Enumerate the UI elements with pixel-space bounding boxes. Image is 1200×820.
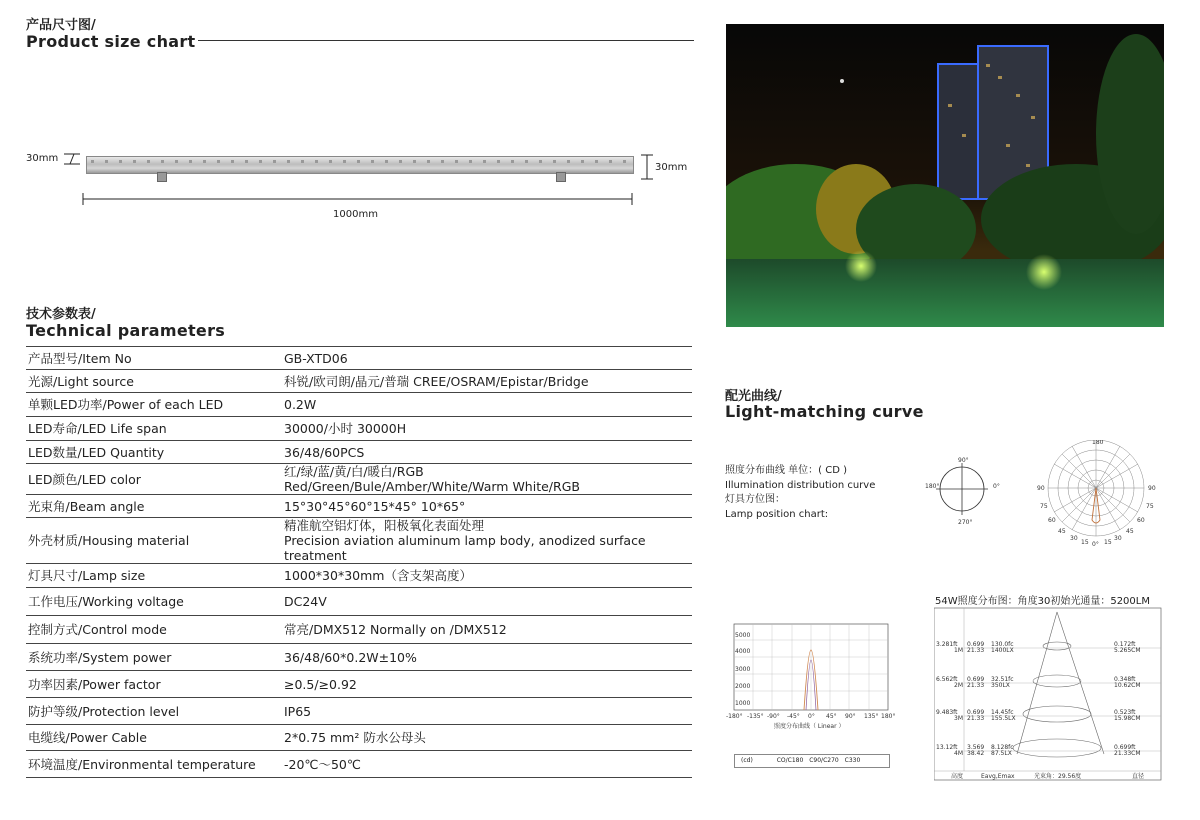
param-value: 2*0.75 mm² 防水公母头	[284, 730, 426, 745]
dim-length-line	[82, 193, 634, 205]
curve-info-line-2: Illumination distribution curve	[725, 479, 876, 491]
curve-title-cn: 配光曲线/	[725, 389, 782, 404]
linear-x-90: 90°	[845, 713, 856, 720]
polar-bottom-label: 0°	[1092, 541, 1099, 548]
param-value-en: Precision aviation aluminum lamp body, anodized surface treatment	[284, 533, 646, 563]
param-row	[26, 417, 692, 441]
param-row	[26, 441, 692, 464]
pos-label-bottom: 270°	[958, 519, 973, 526]
param-label: 防护等级/Protection level	[26, 698, 282, 725]
cone-d2-3: 15.98CM	[1114, 715, 1141, 722]
cone-e1b-4: 38.42	[967, 750, 985, 757]
cone-e1b-1: 21.33	[967, 647, 985, 654]
param-row	[26, 671, 692, 698]
curve-info	[725, 464, 875, 522]
lamp-position-chart	[922, 456, 1012, 528]
param-value-cell	[282, 441, 692, 464]
polar-right-30: 30	[1114, 535, 1122, 542]
param-value: DC24V	[284, 594, 327, 609]
cone-e1-1: 0.699	[967, 641, 985, 648]
curve-info-line-4: Lamp position chart:	[725, 508, 829, 520]
param-row	[26, 464, 692, 495]
param-value-cell	[282, 347, 692, 370]
pos-label-left: 180°	[925, 483, 940, 490]
polar-right-45: 45	[1126, 528, 1134, 535]
cone-h-m-2: 2M	[954, 682, 963, 689]
param-value-cell	[282, 464, 692, 495]
night-building-photo	[726, 24, 1164, 327]
tech-title-en: Technical parameters	[26, 321, 226, 340]
cone-h-m-1: 1M	[954, 647, 963, 654]
param-label: 控制方式/Control mode	[26, 616, 282, 644]
linear-x-m135: -135°	[747, 713, 764, 720]
polar-top-label: 180	[1092, 440, 1104, 446]
lamp-bracket-left	[157, 172, 167, 182]
polar-left-30: 30	[1070, 535, 1078, 542]
curve-title-en: Light-matching curve	[725, 402, 924, 421]
polar-left-15: 15	[1081, 539, 1089, 546]
size-chart-rule	[198, 40, 694, 41]
polar-left-45: 45	[1058, 528, 1066, 535]
param-value: ≥0.5/≥0.92	[284, 676, 357, 692]
param-value: IP65	[284, 703, 312, 719]
linear-y-3000: 3000	[735, 666, 751, 673]
param-row	[26, 518, 692, 564]
cone-e2b-1: 1400LX	[991, 647, 1014, 654]
linear-x-0: 0°	[808, 713, 815, 720]
polar-diagram	[1034, 440, 1174, 548]
cone-h-ft-2: 6.562ft	[936, 676, 958, 683]
cone-e1b-3: 21.33	[967, 715, 985, 722]
param-value-cell	[282, 698, 692, 725]
cone-footer-height: 高度	[951, 773, 964, 780]
linear-caption: 照度分布曲线（ Linear ）	[774, 723, 845, 730]
size-chart-title-en: Product size chart	[26, 32, 196, 51]
cone-e1-3: 0.699	[967, 709, 985, 716]
legend-c90: C90/C270	[809, 757, 839, 764]
cone-h-m-3: 3M	[954, 715, 963, 722]
polar-left-75: 75	[1040, 503, 1048, 510]
param-label: 环境温度/Environmental temperature	[26, 751, 282, 778]
param-value-cell	[282, 751, 692, 778]
param-value: 科锐/欧司朗/晶元/普瑞 CREE/OSRAM/Epistar/Bridge	[284, 373, 589, 389]
cone-e2-1: 130.0fc	[991, 641, 1014, 648]
cone-d1-2: 0.348ft	[1114, 676, 1136, 683]
cone-d2-4: 21.33CM	[1114, 750, 1141, 757]
linear-x-180: 180°	[881, 713, 896, 720]
cone-d1-3: 0.523ft	[1114, 709, 1136, 716]
cone-d2-2: 10.62CM	[1114, 682, 1141, 689]
param-label: 功率因素/Power factor	[26, 671, 282, 698]
cone-footer-eavg: Eavg,Emax	[981, 773, 1015, 780]
polar-right-60: 60	[1137, 517, 1145, 524]
linear-y-4000: 4000	[735, 648, 751, 655]
param-value: 15°30°45°60°15*45° 10*65°	[284, 498, 466, 514]
param-row	[26, 751, 692, 778]
param-row	[26, 698, 692, 725]
param-value-cell	[282, 393, 692, 417]
param-row	[26, 347, 692, 370]
linear-legend	[734, 754, 890, 768]
polar-left-60: 60	[1048, 517, 1056, 524]
param-row	[26, 616, 692, 644]
cone-footer-beam: 光束角：29.56度	[1034, 773, 1082, 780]
param-label: 系统功率/System power	[26, 644, 282, 671]
param-label: 单颗LED功率/Power of each LED	[26, 393, 282, 417]
param-value-cell	[282, 671, 692, 698]
pos-label-right: 0°	[993, 483, 1000, 490]
param-row	[26, 564, 692, 588]
legend-c0: CO/C180	[776, 757, 804, 764]
legend-cd: (cd)	[741, 757, 753, 764]
param-value: 精准航空铝灯体，阳极氧化表面处理	[284, 518, 485, 533]
cone-d1-1: 0.172ft	[1114, 641, 1136, 648]
cone-h-ft-1: 3.281ft	[936, 641, 958, 648]
polar-left-90: 90	[1037, 485, 1045, 492]
param-label: 工作电压/Working voltage	[26, 588, 282, 616]
cone-e2-4: 8.128fc	[991, 744, 1014, 751]
param-row	[26, 725, 692, 751]
cone-e2b-2: 350LX	[991, 682, 1010, 689]
dim-height-left: 30mm	[26, 153, 59, 164]
dim-height-right: 30mm	[655, 162, 688, 173]
cone-distribution-diagram	[934, 606, 1162, 782]
param-value: 36/48/60*0.2W±10%	[284, 649, 417, 665]
cone-footer-diameter: 直径	[1132, 773, 1145, 780]
linear-distribution-chart	[726, 620, 898, 732]
param-value: 30000/小时 30000H	[284, 421, 407, 436]
param-value: 红/绿/蓝/黄/白/暖白/RGB	[284, 464, 424, 479]
param-value-cell	[282, 370, 692, 393]
param-row	[26, 495, 692, 518]
param-row	[26, 393, 692, 417]
param-value: 36/48/60PCS	[284, 444, 365, 460]
param-label: 光源/Light source	[26, 370, 282, 393]
param-value-cell	[282, 417, 692, 441]
cone-e2-3: 14.45fc	[991, 709, 1014, 716]
param-row	[26, 588, 692, 616]
dim-length: 1000mm	[333, 209, 378, 220]
param-label: LED寿命/LED Life span	[26, 417, 282, 441]
param-value-cell	[282, 564, 692, 588]
param-label: 外壳材质/Housing material	[26, 518, 282, 564]
linear-y-1000: 1000	[735, 700, 751, 707]
dim-left-marker	[62, 152, 82, 166]
param-value: 0.2W	[284, 397, 317, 412]
linear-x-45: 45°	[826, 713, 837, 720]
cone-d2-1: 5.265CM	[1114, 647, 1141, 654]
cone-e2b-3: 155.5LX	[991, 715, 1016, 722]
cone-e1b-2: 21.33	[967, 682, 985, 689]
param-value-cell	[282, 644, 692, 671]
param-value: GB-XTD06	[284, 350, 348, 366]
polar-right-75: 75	[1146, 503, 1154, 510]
param-label: 光束角/Beam angle	[26, 495, 282, 518]
param-value-cell	[282, 495, 692, 518]
param-value-en: Red/Green/Bule/Amber/White/Warm White/RGB	[284, 479, 580, 494]
cone-e2b-4: 87.5LX	[991, 750, 1012, 757]
legend-c330: C330	[844, 757, 861, 764]
size-chart-title-cn: 产品尺寸图/	[26, 18, 96, 33]
param-row	[26, 370, 692, 393]
param-label: 产品型号/Item No	[26, 347, 282, 370]
param-label: LED数量/LED Quantity	[26, 441, 282, 464]
param-value-cell	[282, 725, 692, 751]
tech-params-table	[26, 346, 692, 778]
param-value-cell	[282, 616, 692, 644]
polar-right-15: 15	[1104, 539, 1112, 546]
cone-h-ft-3: 9.483ft	[936, 709, 958, 716]
polar-right-90: 90	[1148, 485, 1156, 492]
cone-h-ft-4: 13.12ft	[936, 744, 958, 751]
param-label: 电缆线/Power Cable	[26, 725, 282, 751]
curve-info-line-3: 灯具方位图：	[725, 494, 785, 505]
param-label: 灯具尺寸/Lamp size	[26, 564, 282, 588]
linear-x-m180: -180°	[726, 713, 743, 720]
linear-x-m45: -45°	[787, 713, 800, 720]
linear-y-2000: 2000	[735, 683, 751, 690]
pos-label-top: 90°	[958, 457, 969, 464]
cone-h-m-4: 4M	[954, 750, 963, 757]
tech-title-cn: 技术参数表/	[26, 307, 96, 322]
lamp-drawing	[86, 156, 634, 174]
param-value: 常亮/DMX512 Normally on /DMX512	[284, 622, 507, 637]
linear-x-m90: -90°	[767, 713, 780, 720]
param-label: LED颜色/LED color	[26, 464, 282, 495]
param-value: 1000*30*30mm（含支架高度）	[284, 568, 472, 583]
curve-info-line-1: 照度分布曲线 单位：( CD )	[725, 465, 848, 476]
param-value-cell	[282, 588, 692, 616]
lamp-bracket-right	[556, 172, 566, 182]
dim-right-marker	[640, 154, 654, 180]
cone-e1-4: 3.569	[967, 744, 985, 751]
linear-y-5000: 5000	[735, 632, 751, 639]
cone-d1-4: 0.699ft	[1114, 744, 1136, 751]
param-value-cell	[282, 518, 692, 564]
cone-title: 54W照度分布图：角度30初始光通量：5200LM	[935, 596, 1150, 607]
linear-x-135: 135°	[864, 713, 879, 720]
param-row	[26, 644, 692, 671]
cone-e1-2: 0.699	[967, 676, 985, 683]
param-value: -20℃～50℃	[284, 756, 361, 772]
cone-e2-2: 32.51fc	[991, 676, 1014, 683]
